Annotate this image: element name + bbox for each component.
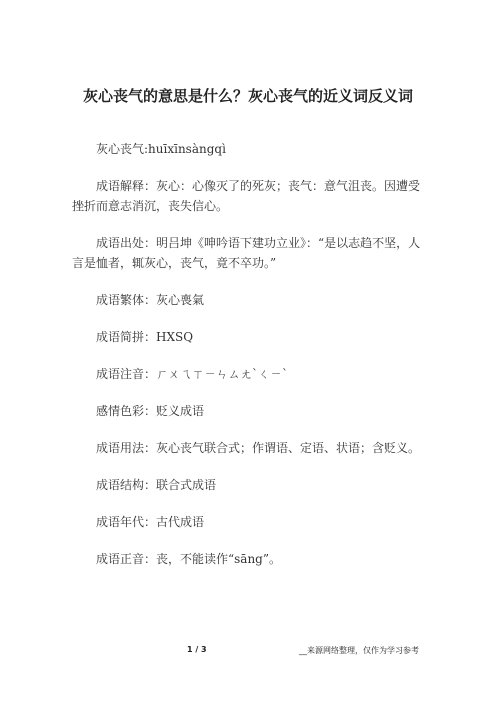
- footer-note: __来源网络整理，仅作为学习参考: [299, 646, 419, 655]
- page-footer: [0, 645, 496, 659]
- pinyin-paragraph: 灰心丧气:huīxīnsàngqì: [96, 142, 226, 156]
- abbreviation-paragraph: 成语简拼：HXSQ: [96, 330, 194, 344]
- zhuyin-paragraph: 成语注音：ㄏㄨㄟㄒㄧㄣㄙㄤˋㄑㄧˋ: [96, 367, 289, 381]
- usage-paragraph: 成语用法：灰心丧气联合式；作谓语、定语、状语；含贬义。: [96, 441, 421, 455]
- sentiment-paragraph: 感情色彩：贬义成语: [96, 404, 205, 418]
- document-body: [72, 139, 426, 586]
- explanation-paragraph: 成语解释：灰心：心像灭了的死灰；丧气：意气沮丧。因遭受挫折而意志消沉，丧失信心。: [72, 179, 421, 213]
- traditional-paragraph: 成语繁体：灰心喪氣: [96, 293, 205, 307]
- structure-paragraph: 成语结构：联合式成语: [96, 478, 217, 492]
- source-paragraph: 成语出处：明吕坤《呻吟语下建功立业》：“是以志趋不坚，人言是恤者，辄灰心，丧气，竟不卒功。”: [72, 236, 421, 270]
- pronunciation-paragraph: 成语正音：丧，不能读作“sāng”。: [96, 552, 281, 566]
- page-title: 灰心丧气的意思是什么？灰心丧气的近义词反义词: [82, 87, 413, 105]
- page-number: 1 / 3: [187, 645, 207, 654]
- era-paragraph: 成语年代：古代成语: [96, 515, 205, 529]
